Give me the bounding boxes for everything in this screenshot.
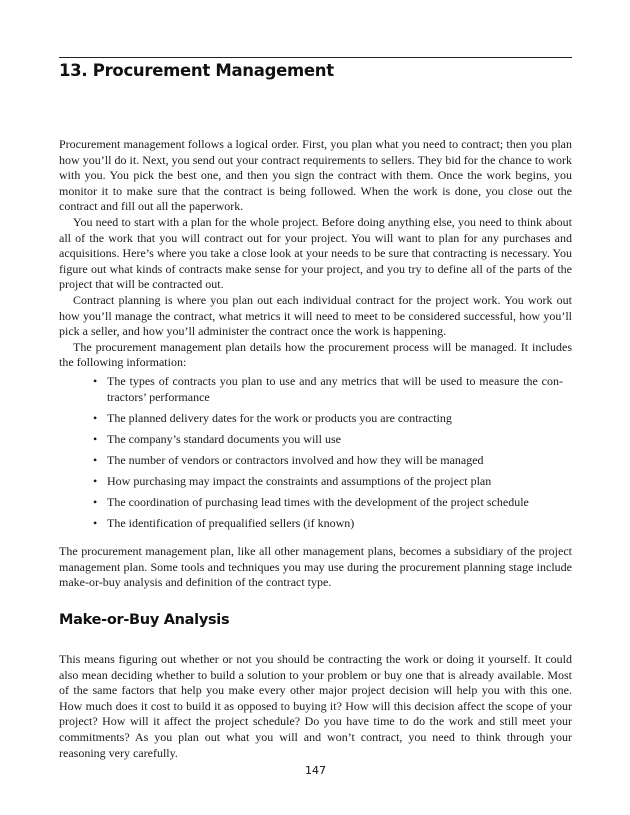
list-item <box>93 453 563 469</box>
paragraph: The procurement management plan details how the procurement process will be managed. It includes the following information: <box>59 339 572 370</box>
bullet-icon: • <box>93 452 98 467</box>
list-item <box>93 432 563 448</box>
paragraph: You need to start with a plan for the whole project. Before doing anything else, you need to think about all of the work that you will contract out for your project. You will want to plan for any purchases and acquisitions. Here’s where you take a close look at your needs to be sure that contracting is necessary. You figure out what kinds of contracts make sense for your project, and you try to define all of the parts of the project that will be contracted out. <box>59 214 572 292</box>
list-item <box>93 495 563 511</box>
list-item-text: The types of contracts you plan to use and any metrics that will be used to measure the contractors’ performance <box>107 374 563 404</box>
list-item-text: The planned delivery dates for the work or products you are contracting <box>107 410 452 425</box>
summary-text <box>59 544 572 591</box>
bullet-icon: • <box>93 374 98 388</box>
document-page <box>59 0 572 815</box>
list-item <box>93 411 563 427</box>
list-item-text: The company’s standard documents you will use <box>107 431 341 446</box>
list-item <box>93 516 563 532</box>
list-item-text: The number of vendors or contractors involved and how they will be managed <box>107 452 484 467</box>
section-heading: Make-or-Buy Analysis <box>59 612 230 628</box>
list-item <box>93 374 563 405</box>
list-item <box>93 474 563 490</box>
bullet-icon: • <box>93 495 98 510</box>
bullet-icon: • <box>93 516 98 531</box>
chapter-title: 13. Procurement Management <box>59 61 334 80</box>
bullet-icon: • <box>93 473 98 488</box>
bullet-icon: • <box>93 410 98 425</box>
bullet-icon: • <box>93 431 98 446</box>
list-item-text: The coordination of purchasing lead times with the development of the project schedule <box>107 495 529 510</box>
list-item-text: The identification of prequalified sellers (if known) <box>107 516 355 531</box>
paragraph: The procurement management plan, like all other management plans, becomes a subsidiary of the project management plan. Some tools and techniques you may use during the procurement planning stage include make-or-buy analysis and definition of the contract type. <box>59 544 572 590</box>
bullet-list <box>93 374 563 537</box>
page-number: 147 <box>305 764 326 777</box>
paragraph: This means figuring out whether or not you should be contracting the work or doing it yourself. It could also mean deciding whether to build a solution to your problem or buy one that is already available. Most of the same factors that help you make every other major project decision will help you with this one. How much does it cost to build it as opposed to buying it? How will this decision affect the scope of your project? How will it affect the project schedule? Do you have time to do the work and still meet your commitments? As you plan out what you will and won’t contract, you need to think through your reasoning very carefully. <box>59 652 572 760</box>
paragraph: Contract planning is where you plan out each individual contract for the project work. You work out how you’ll manage the contract, what metrics it will need to meet to be considered successful, how you’ll pick a seller, and how you’ll administer the contract once the work is happening. <box>59 292 572 339</box>
top-rule <box>59 57 572 58</box>
paragraph: Procurement management follows a logical order. First, you plan what you need to contract; then you plan how you’ll do it. Next, you send out your contract requirements to sellers. They bid for the chance to work with you. You pick the best one, and then you sign the contract with them. Once the work begins, you monitor it to make sure that the contract is being followed. When the work is done, you close out the contract and fill out all the paperwork. <box>59 137 572 214</box>
list-item-text: How purchasing may impact the constraints and assumptions of the project plan <box>107 473 492 488</box>
intro-text <box>59 137 572 371</box>
section-text <box>59 652 572 761</box>
